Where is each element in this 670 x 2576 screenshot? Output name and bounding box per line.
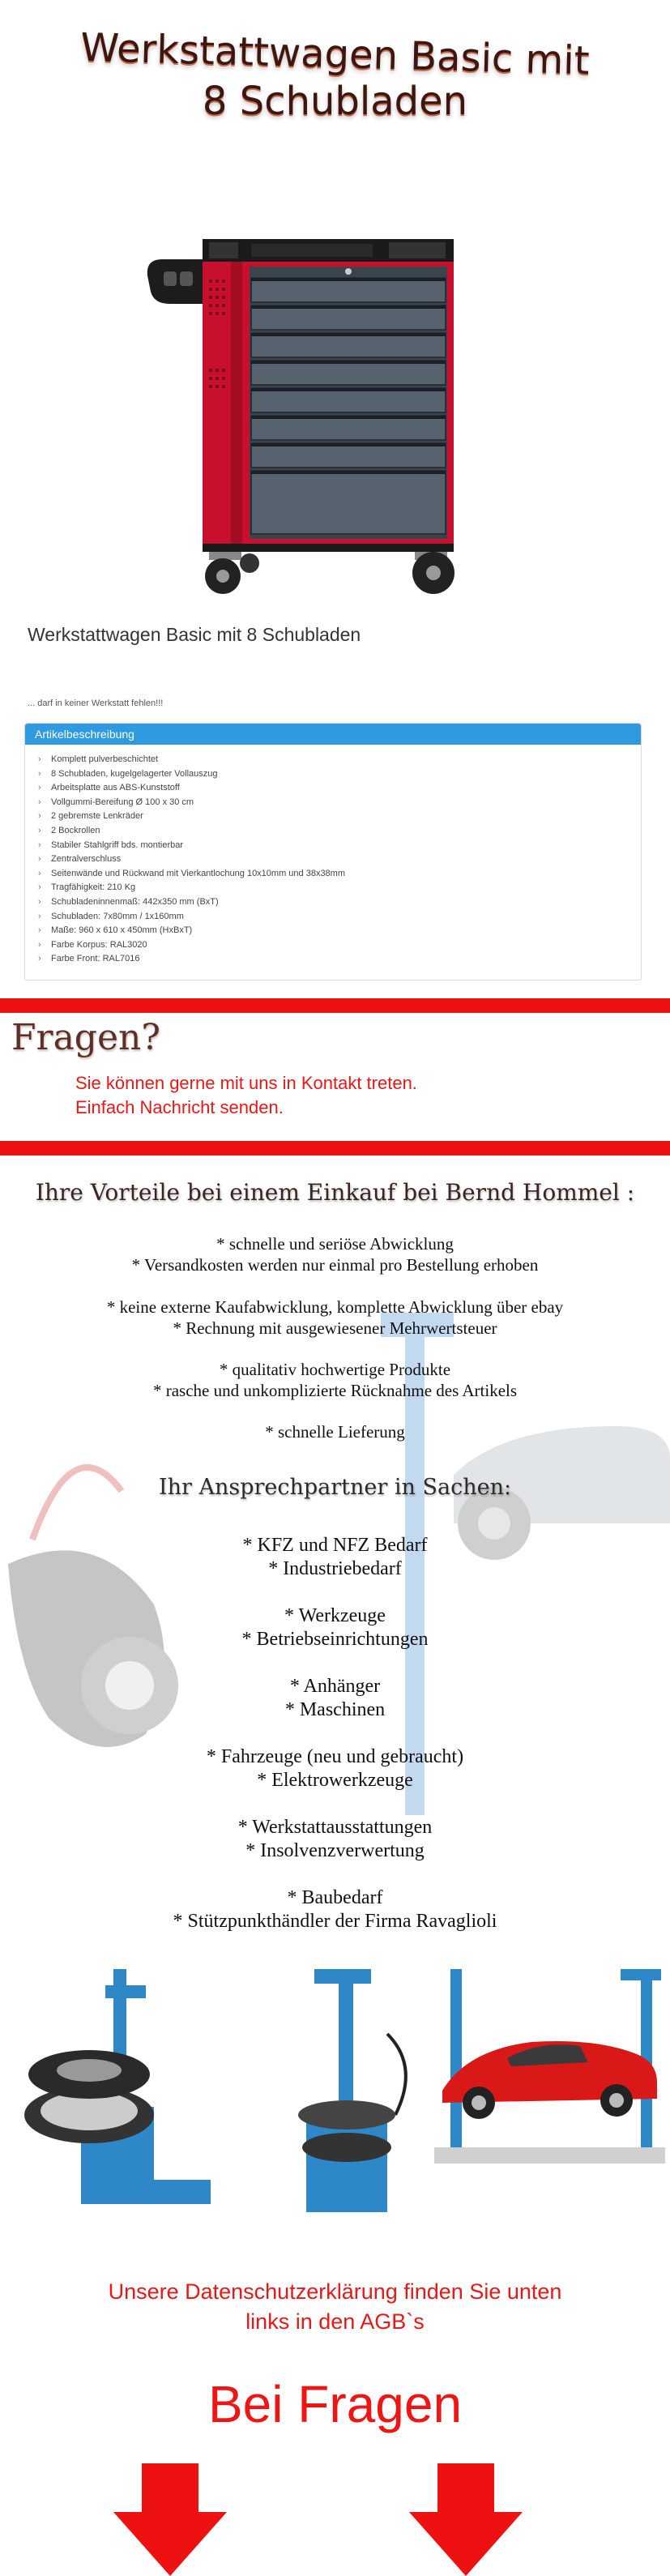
feature-list (25, 745, 641, 967)
list-item: › Maße: 960 x 610 x 450mm (HxBxT) (36, 924, 641, 938)
divider-bar (0, 998, 670, 1013)
product-title: Werkstattwagen Basic mit 8 Schubladen (28, 624, 361, 645)
list-item: › Schubladen: 7x80mm / 1x160mm (36, 910, 641, 925)
bei-fragen-heading: Bei Fragen (207, 2375, 463, 2433)
description-box (24, 723, 642, 980)
divider-bar (0, 1141, 670, 1156)
ansprechpartner-group (0, 1675, 670, 1722)
list-item: * Anhänger (289, 1676, 381, 1697)
list-item: * rasche und unkomplizierte Rücknahme des Artikels (152, 1381, 518, 1400)
fragen-heading: Fragen? (11, 1017, 160, 1058)
list-item: * Werkstattausstattungen (237, 1817, 433, 1838)
vorteile-group (0, 1297, 670, 1339)
tire-changer-image (8, 1953, 251, 2220)
page-title (0, 24, 670, 125)
page-title-line1: Werkstattwagen Basic mit (79, 24, 591, 84)
list-item: › Tragfähigkeit: 210 Kg (36, 881, 641, 895)
list-item: * schnelle Lieferung (265, 1422, 405, 1442)
list-item: * Baubedarf (287, 1887, 383, 1908)
vorteile-heading: Ihre Vorteile bei einem Einkauf bei Bernd Hommel : (35, 1179, 635, 1206)
list-item: * Stützpunkthändler der Firma Ravaglioli (173, 1911, 497, 1932)
list-item: * keine externe Kaufabwicklung, komplette Abwicklung über ebay (106, 1297, 564, 1317)
list-item: › Arbeitsplatte aus ABS-Kunststoff (36, 781, 641, 796)
list-item: * Insolvenzverwertung (245, 1840, 425, 1861)
vorteile-group (0, 1421, 670, 1442)
contact-line2: Einfach Nachricht senden. (75, 1097, 284, 1117)
list-item: * Fahrzeuge (neu und gebraucht) (206, 1746, 464, 1767)
list-item: * Rechnung mit ausgewiesener Mehrwertsteuer (173, 1318, 497, 1338)
car-lift-image (434, 1953, 665, 2164)
arrow-down-icon (409, 2463, 523, 2576)
contact-line1: Sie können gerne mit uns in Kontakt treten. (75, 1073, 417, 1093)
ansprechpartner-group (0, 1534, 670, 1581)
ansprechpartner-group (0, 1745, 670, 1792)
ansprechpartner-heading: Ihr Ansprechpartner in Sachen: (158, 1475, 512, 1500)
list-item: › Farbe Front: RAL7016 (36, 952, 641, 967)
ansprechpartner-group (0, 1816, 670, 1863)
list-item: › Seitenwände und Rückwand mit Vierkantlochung 10x10mm und 38x38mm (36, 867, 641, 882)
datenschutz-line2: links in den AGB`s (245, 2309, 425, 2334)
page-title-line2: 8 Schubladen (202, 79, 468, 124)
list-item: * qualitativ hochwertige Produkte (219, 1360, 451, 1379)
description-heading: Artikelbeschreibung (25, 724, 641, 745)
list-item: * Maschinen (284, 1699, 386, 1720)
list-item: * Versandkosten werden nur einmal pro Bestellung erhoben (131, 1255, 539, 1275)
list-item: * schnelle und seriöse Abwicklung (216, 1234, 454, 1254)
list-item: › Schubladeninnenmaß: 442x350 mm (BxT) (36, 895, 641, 910)
vorteile-group (0, 1359, 670, 1401)
vorteile-group (0, 1233, 670, 1275)
ansprechpartner-group (0, 1886, 670, 1933)
list-item: * Betriebseinrichtungen (241, 1629, 429, 1650)
product-tagline: ... darf in keiner Werkstatt fehlen!!! (28, 698, 164, 708)
contact-text (75, 1071, 417, 1120)
list-item: › Stabiler Stahlgriff bds. montierbar (36, 839, 641, 853)
list-item: › Farbe Korpus: RAL3020 (36, 938, 641, 953)
list-item: › Vollgummi-Bereifung Ø 100 x 30 cm (36, 796, 641, 810)
datenschutz-line1: Unsere Datenschutzerklärung finden Sie unten (108, 2279, 562, 2304)
datenschutz-notice (0, 2277, 670, 2337)
list-item: › 8 Schubladen, kugelgelagerter Vollauszug (36, 767, 641, 782)
arrow-down-icon (113, 2463, 227, 2576)
list-item: › 2 Bockrollen (36, 824, 641, 839)
list-item: › Komplett pulverbeschichtet (36, 753, 641, 767)
list-item: * KFZ und NFZ Bedarf (242, 1535, 428, 1556)
list-item: › Zentralverschluss (36, 852, 641, 867)
ansprechpartner-group (0, 1604, 670, 1651)
tool-cart-image (146, 158, 486, 596)
list-item: * Industriebedarf (268, 1558, 402, 1579)
list-item: * Elektrowerkzeuge (257, 1770, 413, 1791)
list-item: › 2 gebremste Lenkräder (36, 810, 641, 824)
tire-changer-image (258, 1953, 428, 2220)
list-item: * Werkzeuge (284, 1605, 386, 1626)
